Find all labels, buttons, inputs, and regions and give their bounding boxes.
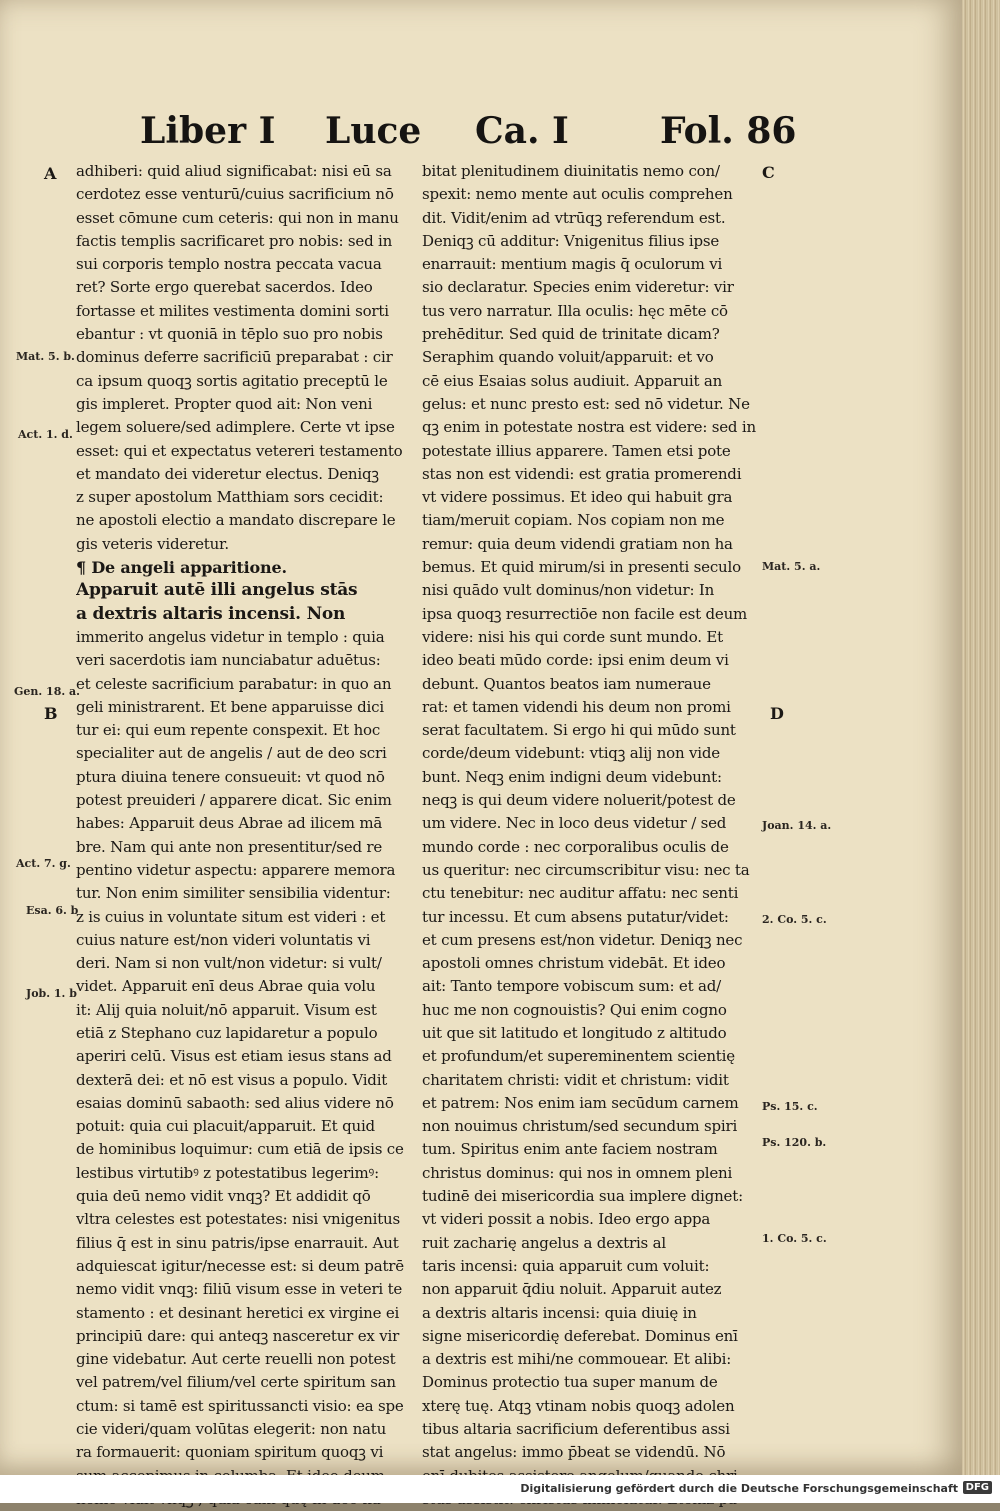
text-line: a dextris altaris incensi: quia diuię in bbox=[422, 1303, 697, 1322]
text-line: etiā z Stephano cuz lapidaretur a populo bbox=[76, 1023, 378, 1042]
text-line: videt. Apparuit enī deus Abrae quia volu bbox=[76, 977, 376, 996]
text-line: non nouimus christum/sed secundum spiri bbox=[422, 1117, 738, 1136]
text-line: cerdotez esse venturū/cuius sacrificium nō bbox=[76, 185, 394, 204]
text-line: ctu tenebitur: nec auditur affatu: nec senti bbox=[422, 884, 739, 903]
text-line: et cum presens est/non videtur. Deniqꝫ nec bbox=[422, 930, 743, 949]
text-line: bre. Nam qui ante non presentitur/sed re bbox=[76, 837, 383, 856]
left-column bbox=[76, 160, 414, 1511]
text-line: et celeste sacrificium parabatur: in quo an bbox=[76, 674, 392, 693]
text-line: tibus altaria sacrificium deferentibus assi bbox=[422, 1420, 730, 1439]
text-line: dominus deferre sacrificiū preparabat : cir bbox=[76, 348, 393, 367]
text-line: vel patrem/vel filium/vel certe spiritum san bbox=[76, 1373, 396, 1392]
text-line: prehēditur. Sed quid de trinitate dicam? bbox=[422, 325, 720, 344]
text-line: enarrauit: mentium magis q̄ oculorum vi bbox=[422, 255, 723, 274]
header-cap: Ca. I bbox=[475, 110, 569, 152]
text-line: spexit: nemo mente aut oculis comprehen bbox=[422, 185, 733, 204]
text-line: cie videri/quam volūtas elegerit: non natu bbox=[76, 1420, 387, 1439]
text-line: tur. Non enim similiter sensibilia videntur: bbox=[76, 884, 391, 903]
text-line: esaias dominū sabaoth: sed alius videre nō bbox=[76, 1093, 394, 1112]
section-letter-b: B bbox=[44, 704, 58, 723]
text-line: dexterā dei: et nō est visus a populo. Vidit bbox=[76, 1070, 388, 1089]
text-line: charitatem christi: vidit et christum: vidit bbox=[422, 1070, 729, 1089]
text-line: filius q̄ est in sinu patris/ipse enarrauit. Aut bbox=[76, 1233, 399, 1252]
text-line: ctum: si tamē est spiritussancti visio: ea spe bbox=[76, 1396, 404, 1415]
margin-note-cor2: 2. Co. 5. c. bbox=[762, 913, 827, 926]
text-line: gis veteris videretur. bbox=[76, 534, 229, 553]
text-line: tur ei: qui eum repente conspexit. Et hoc bbox=[76, 721, 381, 740]
text-line: geli ministrarent. Et bene apparuisse dici bbox=[76, 697, 384, 716]
text-line: tum. Spiritus enim ante faciem nostram bbox=[422, 1140, 718, 1159]
text-line: ait: Tanto tempore vobiscum sum: et ad/ bbox=[422, 977, 721, 996]
text-line: christus dominus: qui nos in omnem pleni bbox=[422, 1163, 733, 1182]
text-line: remur: quia deum videndi gratiam non ha bbox=[422, 534, 733, 553]
text-line: debunt. Quantos beatos iam numeraue bbox=[422, 674, 711, 693]
text-line: factis templis sacrificaret pro nobis: sed in bbox=[76, 231, 393, 250]
section-letter-d: D bbox=[770, 704, 784, 723]
section-rubric: ¶ De angeli apparitione. bbox=[76, 558, 287, 578]
text-line: legem soluere/sed adimplere. Certe vt ipse bbox=[76, 418, 395, 437]
text-line: cuius nature est/non videri voluntatis vi bbox=[76, 930, 371, 949]
text-line: sio declaratur. Species enim videretur: vir bbox=[422, 278, 734, 297]
text-line: potest preuideri / apparere dicat. Sic enim bbox=[76, 791, 392, 810]
text-line: immerito angelus videtur in templo : quia bbox=[76, 627, 385, 646]
text-line: corde/deum videbunt: vtiqꝫ alij non vide bbox=[422, 744, 720, 763]
text-line: bemus. Et quid mirum/si in presenti seculo bbox=[422, 558, 741, 577]
text-line: ipsa quoqꝫ resurrectiōe non facile est deum bbox=[422, 604, 748, 623]
margin-note-ps15: Ps. 15. c. bbox=[762, 1100, 818, 1113]
text-line: deri. Nam si non vult/non videtur: si vult/ bbox=[76, 954, 382, 973]
text-line: rat: et tamen videndi his deum non promi bbox=[422, 697, 731, 716]
text-line: z is cuius in voluntate situm est videri : et bbox=[76, 907, 386, 926]
text-line: videre: nisi his qui corde sunt mundo. Et bbox=[422, 627, 723, 646]
text-line: sui corporis templo nostra peccata vacua bbox=[76, 255, 382, 274]
text-line: Deniqꝫ cū additur: Vnigenitus filius ipse bbox=[422, 231, 720, 250]
margin-note-act7: Act. 7. g. bbox=[16, 857, 71, 870]
text-line: stamento : et desinant heretici ex virgine ei bbox=[76, 1303, 400, 1322]
text-line: potuit: quia cui placuit/apparuit. Et quid bbox=[76, 1117, 375, 1136]
text-line: ra formauerit: quoniam spiritum quoqꝫ vi bbox=[76, 1443, 384, 1462]
text-line: non apparuit q̄diu noluit. Apparuit autez bbox=[422, 1280, 722, 1299]
text-line: apostoli omnes christum videbāt. Et ideo bbox=[422, 954, 726, 973]
margin-note-job: Job. 1. b bbox=[26, 987, 77, 1000]
text-line: bitat plenitudinem diuinitatis nemo con/ bbox=[422, 162, 720, 180]
text-line: tus vero narratur. Illa oculis: hęc mēte cō bbox=[422, 301, 728, 320]
text-line: aperiri celū. Visus est etiam iesus stans ad bbox=[76, 1047, 392, 1066]
section-letter-a: A bbox=[44, 164, 57, 183]
text-line: ebantur : vt quoniā in tēplo suo pro nobis bbox=[76, 325, 383, 344]
text-line: ruit zacharię angelus a dextris al bbox=[422, 1233, 666, 1252]
text-line: adquiescat igitur/necesse est: si deum patrē bbox=[76, 1256, 404, 1275]
text-line: um videre. Nec in loco deus videtur / sed bbox=[422, 814, 727, 833]
text-line: et profundum/et supereminentem scientię bbox=[422, 1047, 735, 1066]
text-line: vt videre possimus. Et ideo qui habuit gra bbox=[422, 488, 733, 507]
footer-funding-text: Digitalisierung gefördert durch die Deutsche Forschungsgemeinschaft bbox=[520, 1482, 958, 1495]
margin-note-ps120: Ps. 120. b. bbox=[762, 1136, 827, 1149]
header-folio: Fol. 86 bbox=[660, 110, 797, 152]
text-line: tur incessu. Et cum absens putatur/videt: bbox=[422, 907, 729, 926]
text-line: potestate illius apparere. Tamen etsi pote bbox=[422, 441, 731, 460]
text-line: tiam/meruit copiam. Nos copiam non me bbox=[422, 511, 725, 530]
page-edges bbox=[962, 0, 1000, 1475]
right-column bbox=[422, 160, 760, 1511]
text-line: principiū dare: qui anteqꝫ nasceretur ex vir bbox=[76, 1326, 400, 1345]
dfg-logo: DFG bbox=[963, 1481, 992, 1494]
text-line: habes: Apparuit deus Abrae ad ilicem mā bbox=[76, 814, 383, 833]
text-line: dit. Vidit/enim ad vtrūqꝫ referendum est. bbox=[422, 208, 726, 227]
header-liber: Liber I bbox=[140, 110, 276, 152]
text-line: gine videbatur. Aut certe reuelli non potest bbox=[76, 1350, 396, 1369]
text-line: uit que sit latitudo et longitudo z altitudo bbox=[422, 1023, 727, 1042]
text-line: taris incensi: quia apparuit cum voluit: bbox=[422, 1256, 710, 1275]
text-line: bunt. Neqꝫ enim indigni deum videbunt: bbox=[422, 767, 722, 786]
text-line: ca ipsum quoqꝫ sortis agitatio preceptū le bbox=[76, 371, 388, 390]
text-line: de hominibus loquimur: cum etiā de ipsis ce bbox=[76, 1140, 404, 1159]
text-line: tudinē dei misericordia sua implere dignet: bbox=[422, 1187, 743, 1206]
margin-note-cor1: 1. Co. 5. c. bbox=[762, 1232, 827, 1245]
text-line: esset cōmune cum ceteris: qui non in manu bbox=[76, 208, 399, 227]
text-line: lestibus virtutibꝰ z potestatibus legerimꝰ: bbox=[76, 1163, 379, 1182]
text-line: vt videri possit a nobis. Ideo ergo appa bbox=[422, 1210, 711, 1229]
text-line: specialiter aut de angelis / aut de deo scri bbox=[76, 744, 387, 763]
text-line: gelus: et nunc presto est: sed nō videtur. Ne bbox=[422, 394, 750, 413]
text-line: et patrem: Nos enim iam secūdum carnem bbox=[422, 1093, 739, 1112]
text-line: fortasse et milites vestimenta domini sorti bbox=[76, 301, 389, 320]
text-line: veri sacerdotis iam nunciabatur aduētus: bbox=[76, 651, 381, 670]
text-line: Apparuit autē illi angelus stās bbox=[76, 580, 358, 601]
footer-bar bbox=[0, 1475, 1000, 1503]
text-line: us queritur: nec circumscribitur visu: nec ta bbox=[422, 860, 750, 879]
text-line: mundo corde : nec corporalibus oculis de bbox=[422, 837, 729, 856]
text-line: ne apostoli electio a mandato discrepare le bbox=[76, 511, 396, 530]
text-line: a dextris est mihi/ne commouear. Et alibi: bbox=[422, 1350, 732, 1369]
margin-note-esa: Esa. 6. b bbox=[26, 904, 79, 917]
margin-note-gen: Gen. 18. a. bbox=[14, 685, 80, 698]
running-header bbox=[140, 110, 820, 160]
text-line: signe misericordię deferebat. Dominus enī bbox=[422, 1326, 738, 1345]
margin-note-act1: Act. 1. d. bbox=[18, 428, 73, 441]
margin-note-joan: Joan. 14. a. bbox=[762, 819, 832, 832]
text-line: huc me non cognouistis? Qui enim cogno bbox=[422, 1000, 727, 1019]
text-line: quia deū nemo vidit vnqꝫ? Et addidit qō bbox=[76, 1187, 371, 1206]
text-line: ptura diuina tenere consueuit: vt quod nō bbox=[76, 767, 385, 786]
text-line: xterę tuę. Atqꝫ vtinam nobis quoqꝫ adolen bbox=[422, 1396, 735, 1415]
text-line: adhiberi: quid aliud significabat: nisi eū sa bbox=[76, 162, 392, 180]
text-line: serat facultatem. Si ergo hi qui mūdo sunt bbox=[422, 721, 736, 740]
text-line: et mandato dei videretur electus. Deniqꝫ bbox=[76, 464, 379, 483]
header-luce: Luce bbox=[325, 110, 422, 152]
margin-note-mat: Mat. 5. b. bbox=[16, 350, 75, 363]
text-line: nisi quādo vult dominus/non videtur: In bbox=[422, 581, 715, 600]
text-line: ret? Sorte ergo querebat sacerdos. Ideo bbox=[76, 278, 373, 297]
text-line: stas non est videndi: est gratia promerendi bbox=[422, 464, 742, 483]
text-line: neqꝫ is qui deum videre noluerit/potest de bbox=[422, 791, 736, 810]
text-line: ideo beati mūdo corde: ipsi enim deum vi bbox=[422, 651, 729, 670]
margin-note-mat5: Mat. 5. a. bbox=[762, 560, 821, 573]
text-line: z super apostolum Matthiam sors cecidit: bbox=[76, 488, 384, 507]
text-line: it: Alij quia noluit/nō apparuit. Visum est bbox=[76, 1000, 377, 1019]
text-line: pentino videtur aspectu: apparere memora bbox=[76, 860, 396, 879]
text-line: qꝫ enim in potestate nostra est videre: sed in bbox=[422, 418, 756, 437]
text-line: nemo vidit vnqꝫ: filiū visum esse in veteri te bbox=[76, 1280, 403, 1299]
text-line: Dominus protectio tua super manum de bbox=[422, 1373, 718, 1392]
text-line: esset: qui et expectatus vetereri testamento bbox=[76, 441, 403, 460]
text-line: stat angelus: immo p̄beat se videndū. Nō bbox=[422, 1443, 726, 1462]
text-line: Seraphim quando voluit/apparuit: et vo bbox=[422, 348, 714, 367]
text-line: gis impleret. Propter quod ait: Non veni bbox=[76, 394, 373, 413]
text-line: vltra celestes est potestates: nisi vnigenitus bbox=[76, 1210, 400, 1229]
section-letter-c: C bbox=[762, 163, 775, 182]
text-line: a dextris altaris incensi. Non bbox=[76, 603, 346, 624]
text-line: cē eius Esaias solus audiuit. Apparuit an bbox=[422, 371, 723, 390]
